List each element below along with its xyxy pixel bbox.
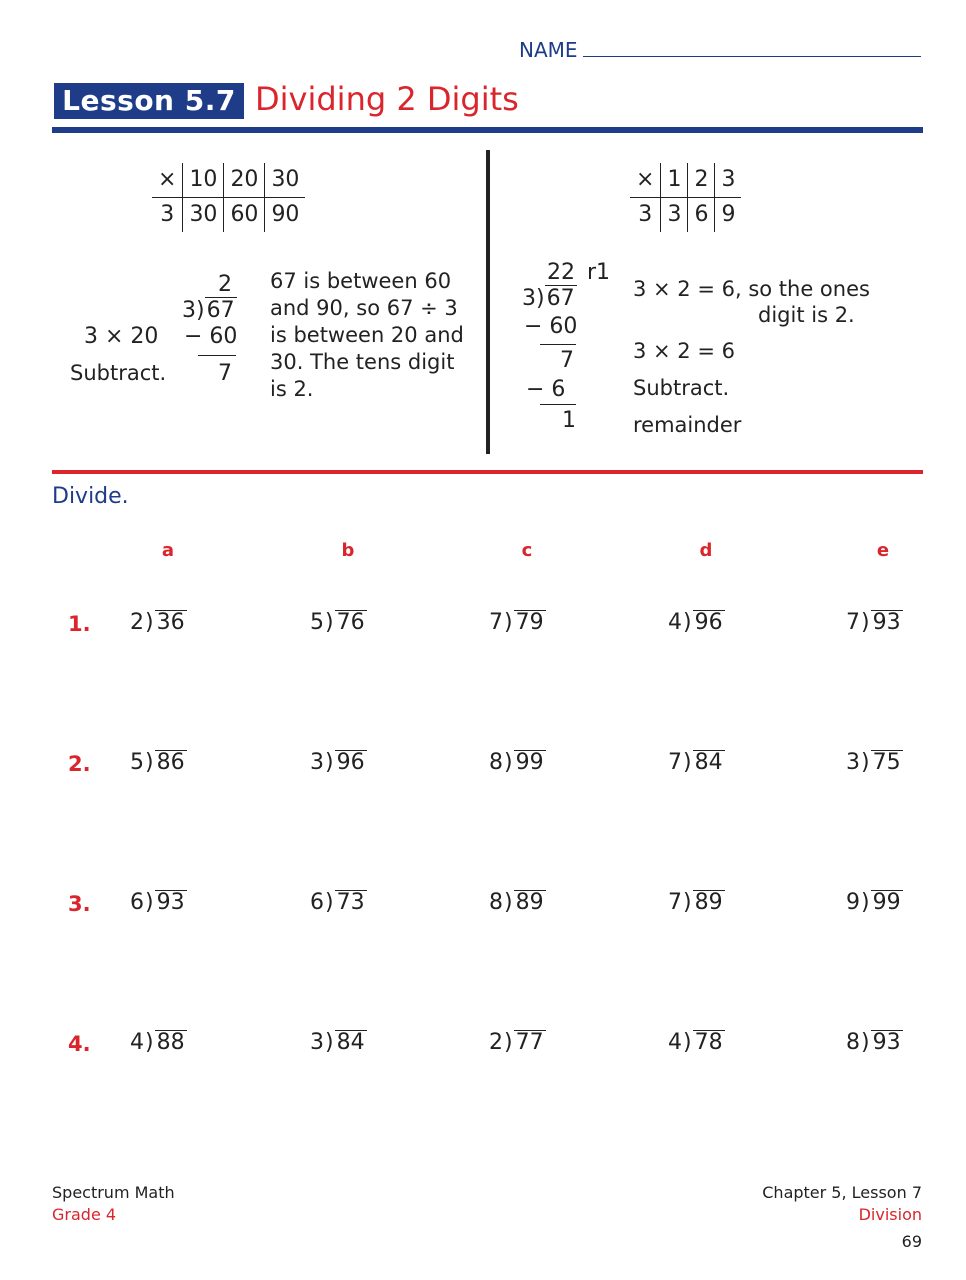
long-division: 3)67	[522, 286, 575, 311]
explanation-line: and 90, so 67 ÷ 3	[270, 296, 458, 320]
division-problem: 5) 86	[130, 750, 185, 775]
dividend: 67	[546, 286, 575, 311]
explanation-line: is between 20 and	[270, 323, 464, 347]
page-number: 69	[901, 1232, 922, 1251]
explanation-line: 30. The tens digit	[270, 350, 455, 374]
table-header: 2	[688, 163, 715, 198]
footer-book: Spectrum Math	[52, 1183, 175, 1202]
column-letter: b	[341, 540, 355, 561]
division-problem: 8) 93	[846, 1030, 901, 1055]
panel-divider	[486, 150, 490, 454]
subtract-value: − 60	[524, 314, 578, 339]
table-cell: 3	[661, 198, 688, 233]
name-field-line[interactable]	[583, 56, 921, 57]
division-problem: 9) 99	[846, 890, 901, 915]
row-number: 3.	[68, 892, 91, 916]
division-problem: 6) 73	[310, 890, 365, 915]
table-header: 1	[661, 163, 688, 198]
multiplication-table-left	[152, 163, 305, 232]
division-problem: 7) 89	[668, 890, 723, 915]
table-cell: 90	[265, 198, 306, 233]
subtraction-line	[540, 344, 576, 345]
subtract-label: Subtract.	[70, 361, 167, 385]
division-problem: 4) 88	[130, 1030, 185, 1055]
row-number: 1.	[68, 612, 91, 636]
explanation-line: 67 is between 60	[270, 269, 452, 293]
subtraction-line	[198, 355, 236, 356]
note: Subtract.	[633, 376, 730, 400]
dividend: 67	[206, 298, 235, 323]
table-row-label: 3	[638, 202, 653, 227]
table-symbol: ×	[630, 163, 661, 198]
division-problem: 8) 89	[489, 890, 544, 915]
explanation	[270, 268, 464, 403]
row-number: 2.	[68, 752, 91, 776]
table-cell: 30	[183, 198, 224, 233]
subtraction-line	[540, 404, 576, 405]
table-header: 30	[265, 163, 306, 198]
table-cell: 9	[715, 198, 742, 233]
division-problem: 7) 79	[489, 610, 544, 635]
quotient: 2	[218, 272, 232, 297]
subtract-value: − 60	[184, 324, 238, 349]
table-symbol: ×	[152, 163, 183, 198]
table-cell: 6	[688, 198, 715, 233]
title-rule	[52, 127, 923, 133]
footer-chapter: Chapter 5, Lesson 7	[762, 1183, 922, 1202]
table-header: 10	[183, 163, 224, 198]
division-problem: 4) 96	[668, 610, 723, 635]
table-header: 20	[224, 163, 265, 198]
note: remainder	[633, 413, 742, 437]
footer-grade: Grade 4	[52, 1205, 117, 1224]
explanation-line: is 2.	[270, 377, 314, 401]
division-problem: 3) 96	[310, 750, 365, 775]
step-label: 3 × 20	[84, 324, 159, 349]
table-row-label: 3	[160, 202, 175, 227]
column-letter: d	[699, 540, 713, 561]
lesson-title: Dividing 2 Digits	[255, 80, 519, 118]
directions: Divide.	[52, 484, 129, 509]
division-problem: 8) 99	[489, 750, 544, 775]
division-problem: 5) 76	[310, 610, 365, 635]
table-cell: 60	[224, 198, 265, 233]
row-number: 4.	[68, 1032, 91, 1056]
column-letter: a	[161, 540, 175, 561]
divisor: 3	[182, 298, 196, 323]
lesson-badge: Lesson 5.7	[54, 83, 244, 119]
subtract-value: − 6	[526, 377, 566, 402]
division-problem: 7) 84	[668, 750, 723, 775]
footer-topic: Division	[858, 1205, 922, 1224]
quotient: 22	[547, 260, 575, 285]
division-problem: 6) 93	[130, 890, 185, 915]
remainder-tag: r1	[587, 260, 611, 285]
table-header: 3	[715, 163, 742, 198]
long-division: 3)67	[182, 298, 235, 323]
division-problem: 2) 36	[130, 610, 185, 635]
note: 3 × 2 = 6, so the ones	[633, 277, 870, 301]
division-problem: 3) 84	[310, 1030, 365, 1055]
column-letter: e	[876, 540, 890, 561]
division-problem: 3) 75	[846, 750, 901, 775]
divisor: 3	[522, 286, 536, 311]
note: digit is 2.	[758, 303, 855, 327]
name-label: NAME	[519, 38, 578, 62]
division-problem: 4) 78	[668, 1030, 723, 1055]
section-rule	[52, 470, 923, 474]
difference: 7	[218, 361, 232, 386]
remainder: 1	[562, 408, 576, 433]
division-problem: 2) 77	[489, 1030, 544, 1055]
multiplication-table-right	[630, 163, 741, 232]
column-letter: c	[521, 540, 533, 561]
division-problem: 7) 93	[846, 610, 901, 635]
difference: 7	[560, 348, 574, 373]
note: 3 × 2 = 6	[633, 339, 735, 363]
